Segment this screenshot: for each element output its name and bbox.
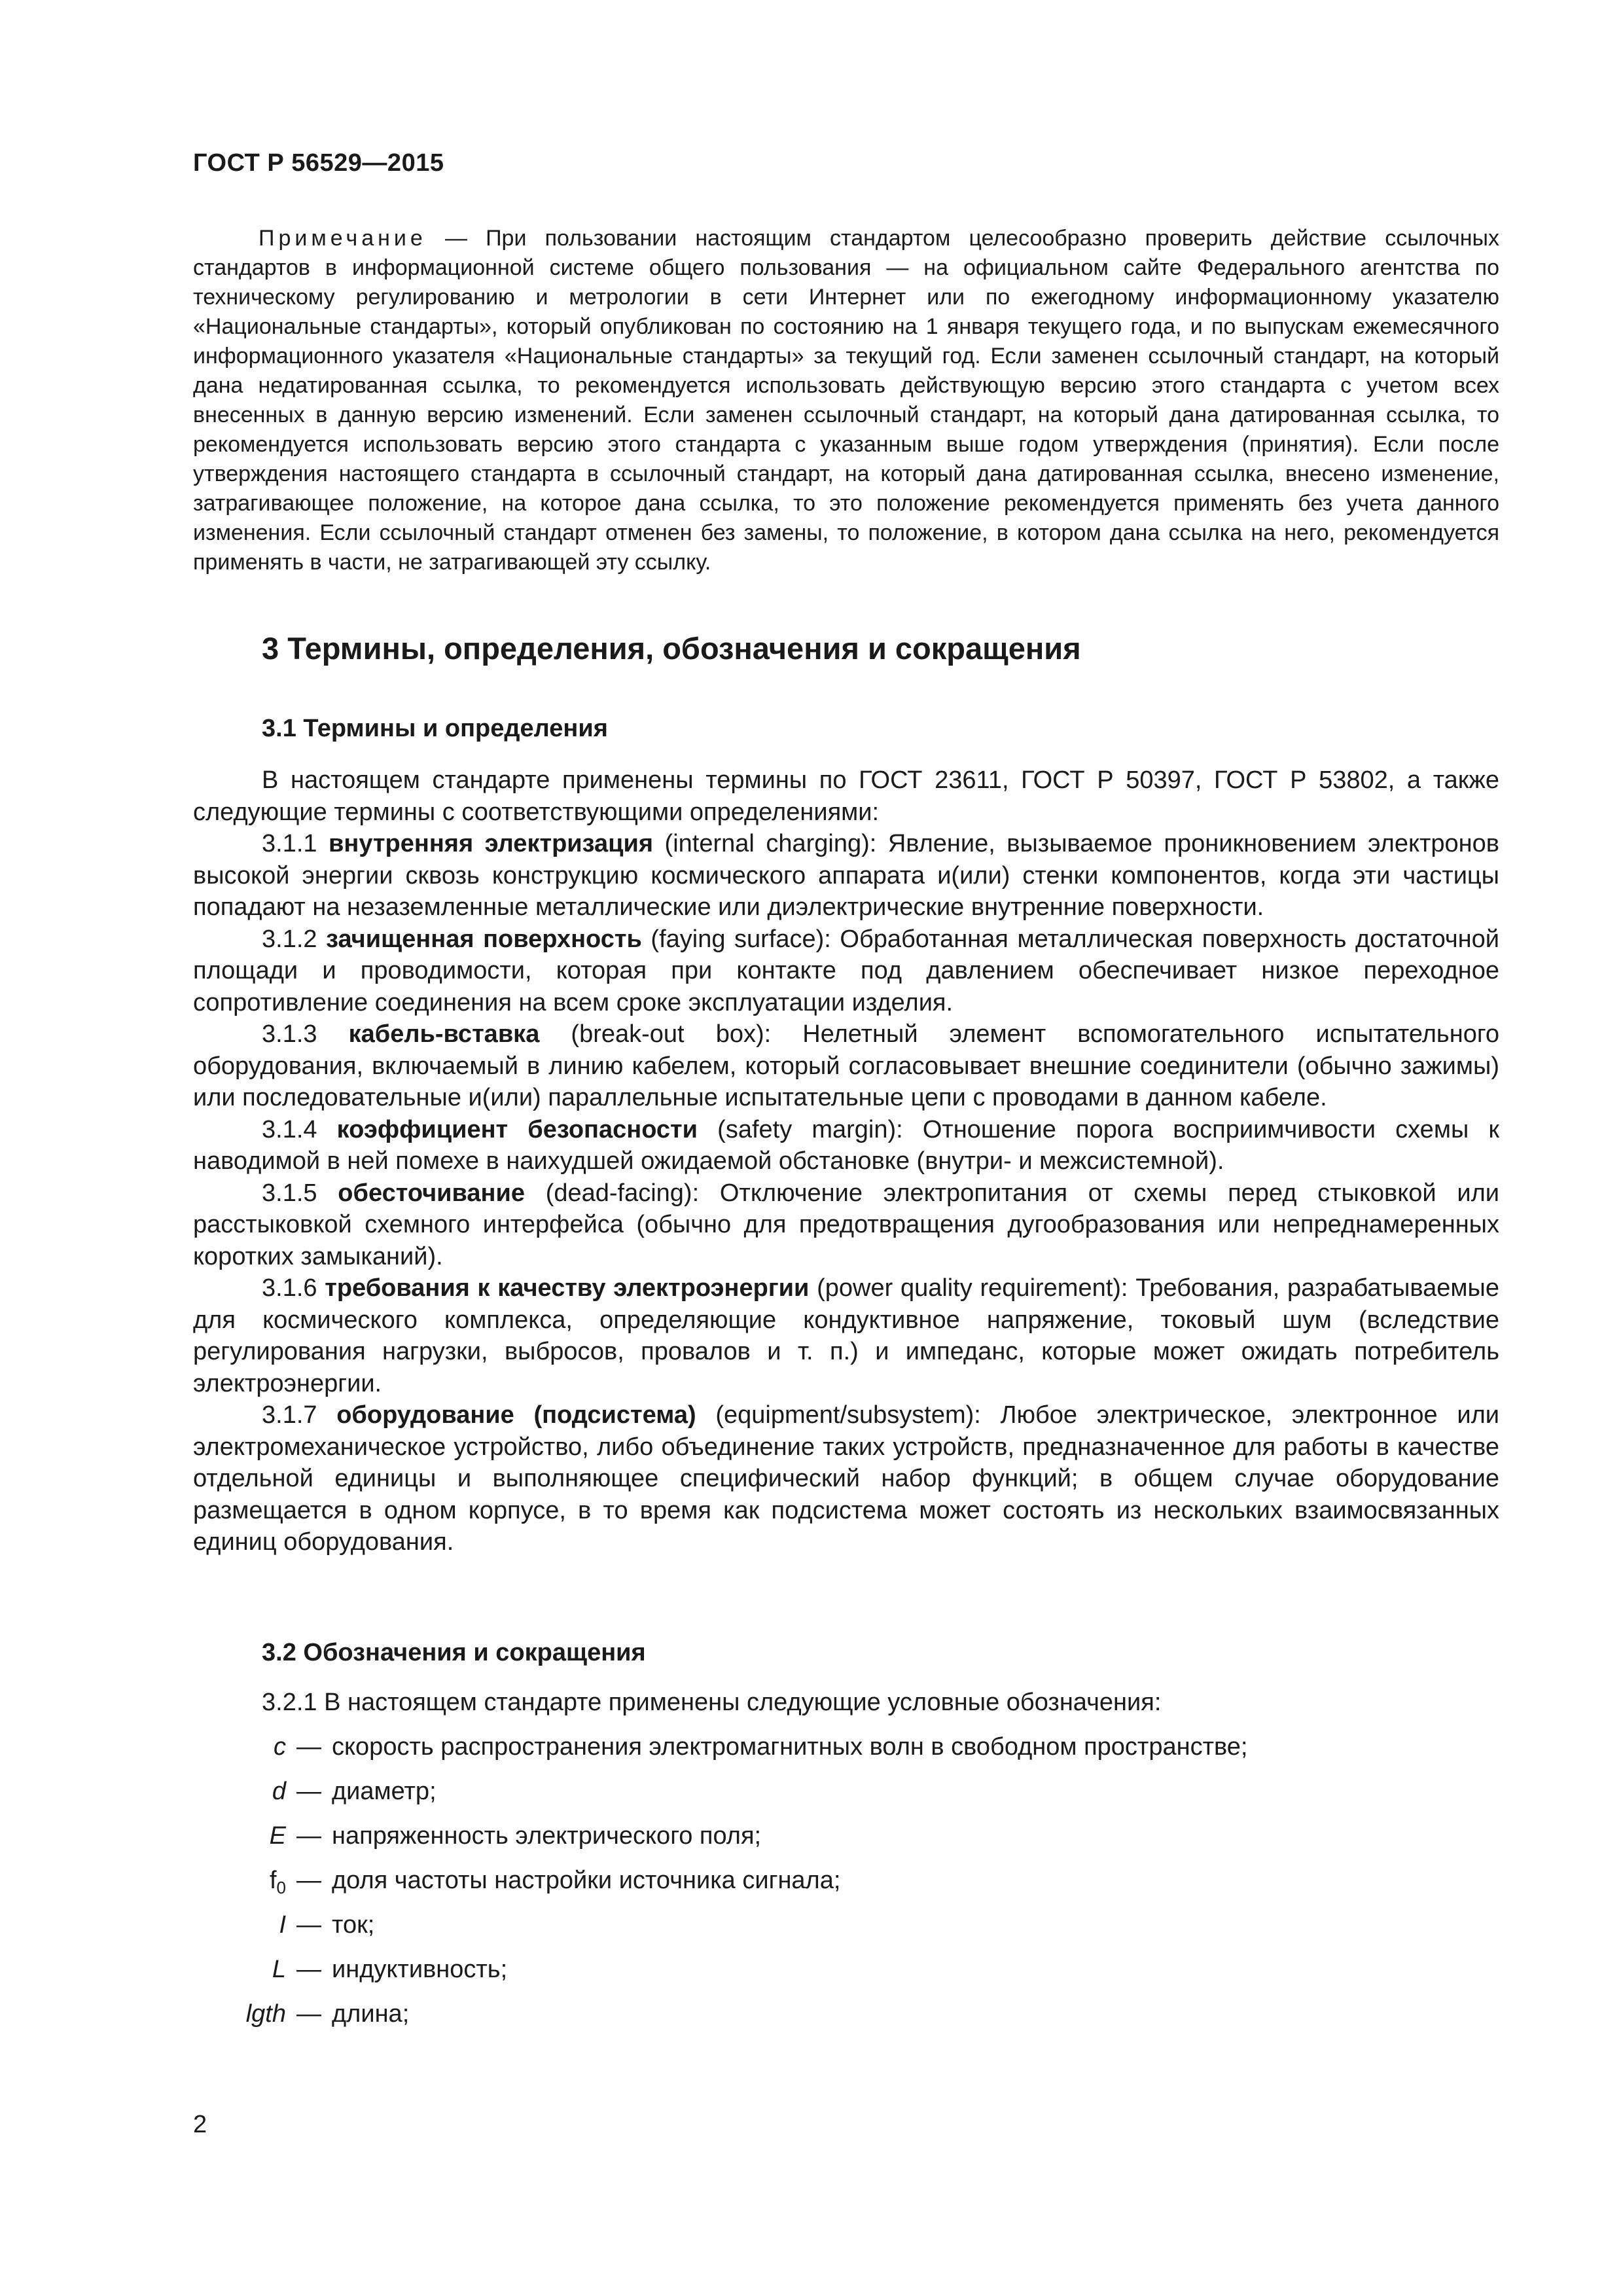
term-number: 3.1.3 (262, 1020, 349, 1048)
symbols-list (193, 1733, 1499, 2045)
symbol-dash: — (296, 2000, 321, 2028)
note-label: Примечание (259, 226, 427, 251)
term-definition: (break-out box): Нелетный элемент вспомогательного испытательного оборудования, включаемый в линию кабелем, который согласовывает внешние соединители (обычно зажимы) или последовательные и(или) параллельные испытательные цепи с проводами в данном кабеле. (193, 1020, 1499, 1111)
symbol-definition: напряженность электрического поля; (332, 1822, 762, 1850)
symbol-dash: — (296, 1867, 321, 1894)
terms-block (193, 764, 1499, 1558)
term-3-1-2 (193, 924, 1499, 1019)
term-number: 3.1.4 (262, 1115, 337, 1143)
term-number: 3.1.2 (262, 925, 327, 953)
symbol-definition: длина; (332, 2000, 410, 2028)
symbol-key-subscript: 0 (276, 1878, 286, 1897)
section-3-title: 3 Термины, определения, обозначения и сокращения (262, 631, 1081, 666)
terms-intro: В настоящем стандарте применены термины по ГОСТ 23611, ГОСТ Р 50397, ГОСТ Р 53802, а также следующие термины с соответствующими определениями: (193, 766, 1499, 826)
symbol-dash: — (296, 1911, 321, 1939)
subsection-3-1-title: 3.1 Термины и определения (262, 715, 608, 742)
symbol-key (193, 1867, 286, 1895)
symbol-dash: — (296, 1822, 321, 1850)
term-definition: (faying surface): Обработанная металлическая поверхность достаточной площади и проводимости, которая при контакте под давлением обеспечивает низкое переходное сопротивление соединения на всем сроке эксплуатации изделия. (193, 925, 1500, 1016)
symbol-key: d (272, 1778, 286, 1805)
symbol-row (193, 1956, 1499, 2000)
symbol-row (193, 2000, 1499, 2045)
term-3-1-6 (193, 1272, 1499, 1399)
term-number: 3.1.6 (262, 1274, 325, 1302)
symbol-definition: доля частоты настройки источника сигнала; (332, 1867, 841, 1894)
symbol-key: I (279, 1911, 286, 1939)
term-name: коэффициент безопасности (336, 1115, 698, 1143)
term-definition: (dead-facing): Отключение электропитания от схемы перед стыковкой или расстыковкой схемного интерфейса (обычно для предотвращения дугообразования или непреднамеренных коротких замыканий). (193, 1179, 1499, 1270)
symbol-definition: диаметр; (332, 1778, 437, 1805)
term-3-1-1 (193, 828, 1499, 924)
symbol-row (193, 1733, 1499, 1778)
term-number: 3.1.7 (262, 1401, 337, 1429)
term-3-1-5 (193, 1177, 1499, 1273)
note-paragraph (193, 224, 1499, 577)
symbol-key: L (272, 1956, 286, 1983)
symbol-key: c (274, 1733, 286, 1761)
term-name: кабель-вставка (348, 1020, 540, 1048)
symbol-row (193, 1867, 1499, 1911)
symbol-dash: — (296, 1733, 321, 1761)
term-definition: (power quality requirement): Требования, разрабатываемые для космического комплекса, определяющие кондуктивное напряжение, токовый шум (вследствие регулирования нагрузки, выбросов, провалов и т. п.) и импеданс, которые может ожидать потребитель электроэнергии. (193, 1274, 1500, 1397)
note-text: — При пользовании настоящим стандартом целесообразно проверить действие ссылочных стандартов в информационной системе общего пользования — на официальном сайте Федерального агентства по техническому регулированию и метрологии в сети Интернет или по ежегодному информационному указателю «Национальные стандарты», который опубликован по состоянию на 1 января текущего года, и по выпускам ежемесячного информационного указателя «Национальные стандарты» за текущий год. Если заменен ссылочный стандарт, на который дана недатированная ссылка, то рекомендуется использовать действующую версию этого стандарта с учетом всех внесенных в данную версию изменений. Если заменен ссылочный стандарт, на который дана датированная ссылка, то рекомендуется использовать версию этого стандарта с указанным выше годом утверждения (принятия). Если после утверждения настоящего стандарта в ссылочный стандарт, на который дана датированная ссылка, внесено изменение, затрагивающее положение, на которое дана ссылка, то это положение рекомендуется применять без учета данного изменения. Если ссылочный стандарт отменен без замены, то положение, в котором дана ссылка на него, рекомендуется применять в части, не затрагивающей эту ссылку. (193, 226, 1499, 575)
term-3-1-3 (193, 1018, 1499, 1114)
symbol-key: E (269, 1822, 286, 1850)
term-name: внутренняя электризация (329, 830, 654, 857)
term-definition: (internal charging): Явление, вызываемое проникновением электронов высокой энергии сквозь конструкцию космического аппарата и(или) стенки компонентов, когда эти частицы попадают на незаземленные металлические или диэлектрические внутренние поверхности. (193, 830, 1499, 921)
term-name: требования к качеству электроэнергии (325, 1274, 810, 1302)
term-definition: (equipment/subsystem): Любое электрическое, электронное или электромеханическое устройство, либо объединение таких устройств, предназначенное для работы в качестве отдельной единицы и выполняющее специфический набор функций; в общем случае оборудование размещается в одном корпусе, в то время как подсистема может состоять из нескольких взаимосвязанных единиц оборудования. (193, 1401, 1499, 1556)
symbol-key-base: f (269, 1867, 277, 1894)
symbol-key: lgth (245, 2000, 286, 2028)
symbol-row (193, 1911, 1499, 1956)
symbol-row (193, 1778, 1499, 1822)
page-number: 2 (193, 2111, 207, 2138)
symbol-row (193, 1822, 1499, 1867)
symbol-definition: скорость распространения электромагнитных волн в свободном пространстве; (332, 1733, 1248, 1761)
term-number: 3.1.1 (262, 830, 329, 857)
term-definition: (safety margin): Отношение порога восприимчивости схемы к наводимой в ней помехе в наихудшей ожидаемой обстановке (внутри- и межсистемной). (193, 1115, 1500, 1175)
symbol-dash: — (296, 1778, 321, 1805)
term-3-1-7 (193, 1399, 1499, 1558)
term-name: обесточивание (338, 1179, 525, 1207)
symbol-definition: индуктивность; (332, 1956, 508, 1983)
term-3-1-4 (193, 1114, 1499, 1177)
symbol-dash: — (296, 1956, 321, 1983)
symbols-intro: 3.2.1 В настоящем стандарте применены следующие условные обозначения: (262, 1689, 1162, 1716)
term-name: зачищенная поверхность (326, 925, 642, 953)
document-code-header: ГОСТ Р 56529—2015 (193, 149, 444, 177)
symbol-definition: ток; (332, 1911, 375, 1939)
term-number: 3.1.5 (262, 1179, 338, 1207)
term-name: оборудование (подсистема) (336, 1401, 696, 1429)
subsection-3-2-title: 3.2 Обозначения и сокращения (262, 1639, 646, 1666)
